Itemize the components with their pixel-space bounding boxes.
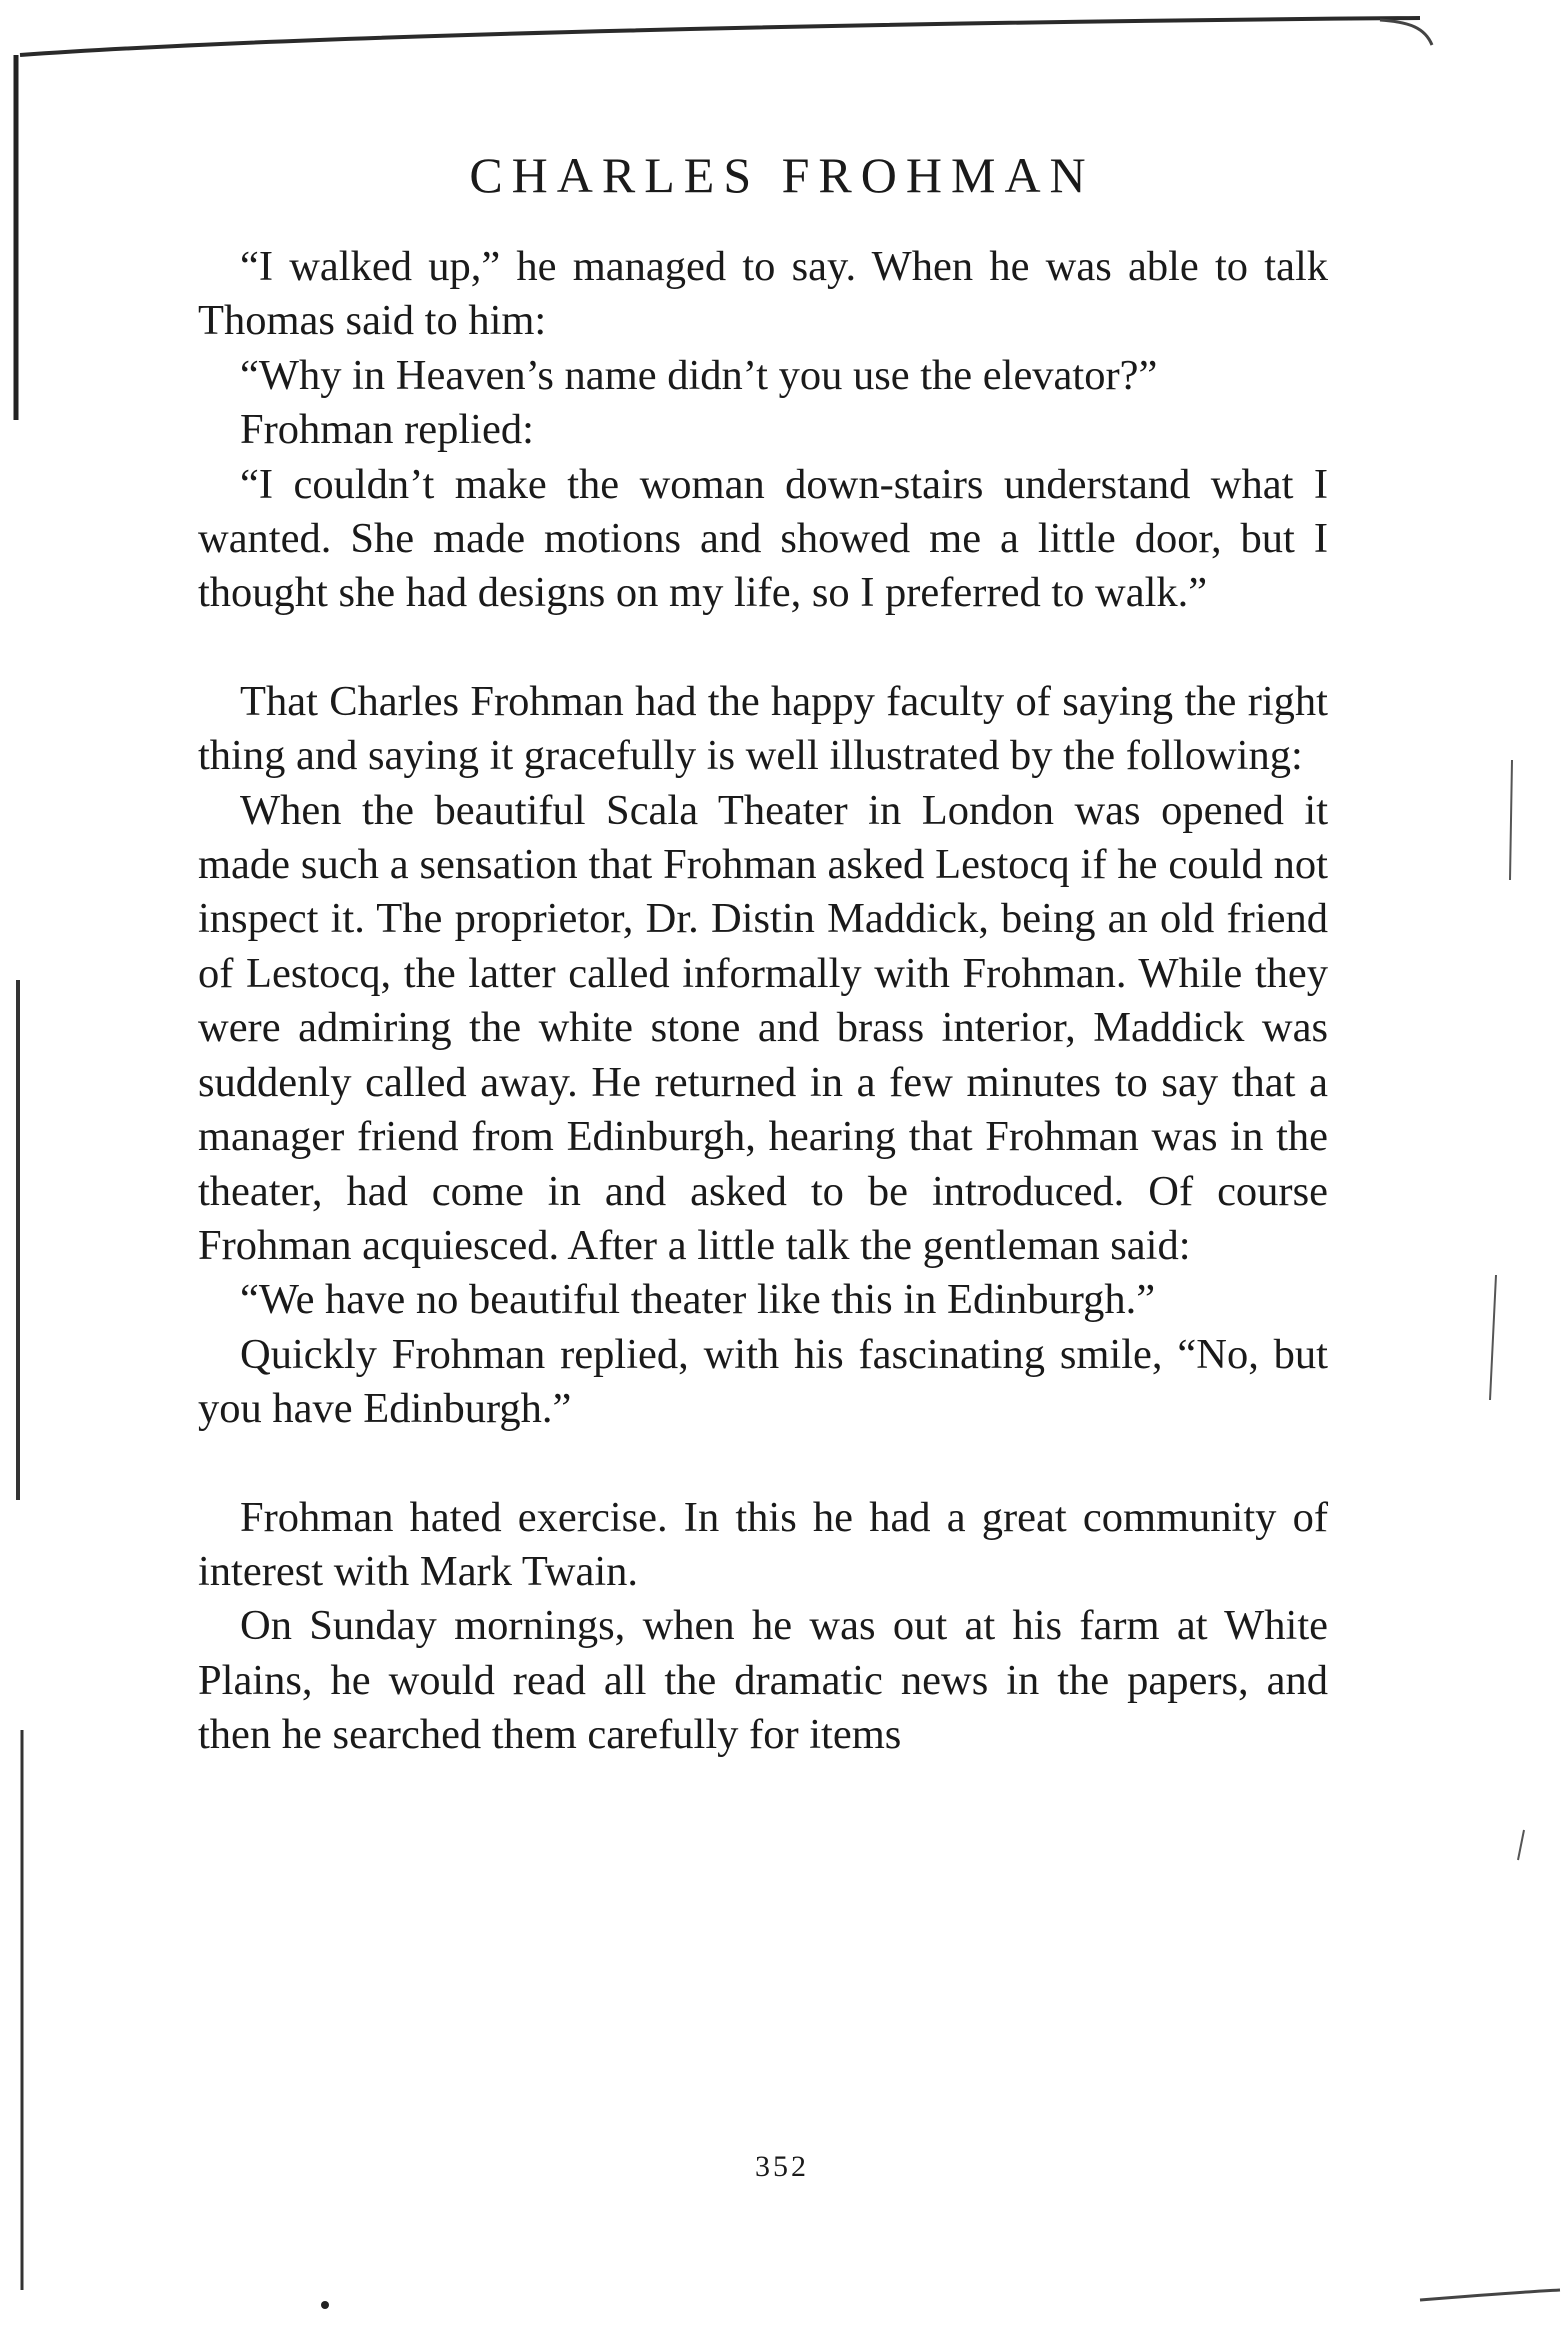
paragraph: “I walked up,” he managed to say. When he was able to talk Thomas said to him:: [198, 243, 1328, 345]
paragraph: When the beautiful Scala Theater in London was opened it made such a sensation that Frohman asked Lestocq if he could not inspect it. The proprietor, Dr. Distin Maddick, being an old friend of Lestocq, the latter called informally with Frohman. While they were admiring the white stone and brass interior, Maddick was suddenly called away. He returned in a few minutes to say that a manager friend from Edinburgh, hearing that Frohman was in the theater, had come in and asked to be introduced. Of course Frohman acquiesced. After a little talk the gentleman said:: [198, 786, 1328, 1269]
right-margin-marks: [1490, 760, 1524, 1860]
paragraph: On Sunday mornings, when he was out at his farm at White Plains, he would read all the dramatic news in the papers, and then he searched them carefully for items: [198, 1602, 1328, 1759]
bottom-dot: [321, 2301, 329, 2309]
top-right-curl: [1380, 20, 1432, 45]
bottom-right-shadow: [1420, 2290, 1560, 2300]
paragraph: “I couldn’t make the woman down-stairs understand what I wanted. She made motions and showed me a little door, but I thought she had designs on my life, so I preferred to walk.”: [198, 460, 1328, 617]
page-number: 352: [755, 2150, 809, 2183]
paragraph: “Why in Heaven’s name didn’t you use the elevator?”: [240, 351, 1158, 399]
paragraph: Frohman hated exercise. In this he had a great community of interest with Mark Twain.: [198, 1493, 1328, 1595]
paragraph: Quickly Frohman replied, with his fascinating smile, “No, but you have Edinburgh.”: [198, 1330, 1328, 1433]
paragraph: “We have no beautiful theater like this in Edinburgh.”: [240, 1276, 1156, 1324]
top-edge-shadow: [20, 18, 1420, 55]
running-title: CHARLES FROHMAN: [469, 147, 1095, 203]
paragraph: Frohman replied:: [240, 406, 534, 454]
body-text: [198, 240, 1328, 1763]
paragraph: That Charles Frohman had the happy faculty of saying the right thing and saying it gracefully is well illustrated by the following:: [198, 677, 1328, 780]
